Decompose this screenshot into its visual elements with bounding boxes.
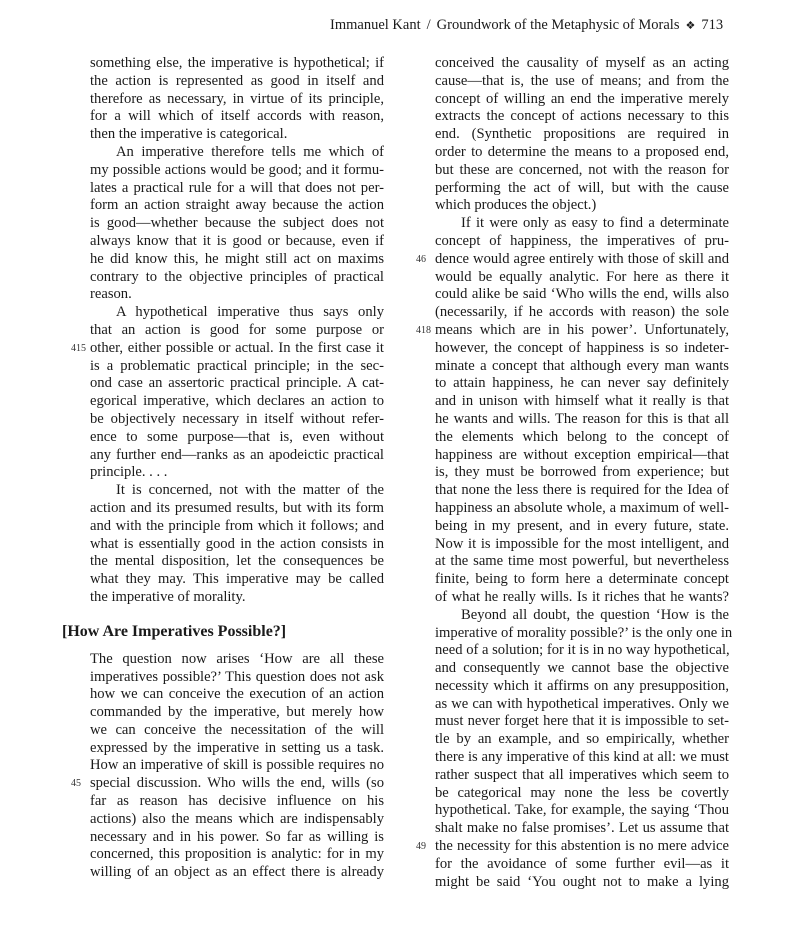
text-line xyxy=(90,669,384,687)
text-line xyxy=(71,775,384,793)
text-line xyxy=(90,686,384,704)
text-line xyxy=(435,660,729,678)
text-line xyxy=(435,536,729,554)
line-text: that an action is good for some purpose or xyxy=(90,321,384,338)
text-line xyxy=(90,215,384,233)
text-line xyxy=(435,696,729,714)
text-line xyxy=(90,304,384,322)
line-text: happiness are without exception empirical—that xyxy=(435,446,729,463)
line-text: my possible actions would be good; and it formu- xyxy=(90,161,384,178)
line-text: Beyond all doubt, the question ‘How is the xyxy=(461,606,729,623)
line-text: conceived the causality of myself as an acting xyxy=(435,55,729,71)
line-text: could alike be said ‘Who wills the end, wills also xyxy=(435,286,729,303)
line-text: ence to some purpose—that is, even without xyxy=(90,428,384,445)
line-text: however, the concept of happiness is so indeter- xyxy=(435,339,729,356)
line-text: commanded by the imperative, but merely how xyxy=(90,704,384,721)
line-text: principle. . . . xyxy=(90,464,168,481)
text-line xyxy=(435,73,729,91)
text-line xyxy=(90,180,384,198)
line-text: lates a practical rule for a will that does not per- xyxy=(90,179,384,196)
text-line xyxy=(435,375,729,393)
line-text: and with the principle from which it follows; and xyxy=(90,517,384,534)
text-line xyxy=(435,144,729,162)
line-text: hypothetical. Take, for example, the saying ‘Thou xyxy=(435,802,729,819)
text-line xyxy=(90,91,384,109)
line-text: be categorical may none the less be covertly xyxy=(435,784,729,801)
text-line xyxy=(90,144,384,162)
line-text: extracts the concept of actions necessary to this xyxy=(435,108,729,125)
margin-number: 415 xyxy=(71,342,86,354)
line-text: necessity which it affirms on any presupposition, xyxy=(435,677,729,694)
line-text: always know that it is good or because, even if xyxy=(90,232,384,249)
line-text: need of a solution; for it is in no way hypothetical, xyxy=(435,642,730,659)
header-separator: / xyxy=(426,16,431,33)
line-text: the mental disposition, let the consequences be xyxy=(90,553,384,570)
header-author: Immanuel Kant xyxy=(330,16,421,33)
text-line xyxy=(435,500,729,518)
line-text: If it were only as easy to find a determinate xyxy=(461,215,729,232)
line-text: reason. xyxy=(90,286,132,303)
text-line xyxy=(416,250,729,269)
line-text: the action is represented as good in itself and xyxy=(90,72,384,89)
line-text: of what he really wills. Is it riches that he wants? xyxy=(435,588,729,605)
text-line xyxy=(435,304,729,322)
line-text: that none the less there is required for the Idea of xyxy=(435,482,729,499)
line-text: the necessity for this abstention is no mere advice xyxy=(435,838,729,855)
line-text: expressed by the imperative in setting us a task. xyxy=(90,739,384,756)
text-line xyxy=(90,411,384,429)
text-line xyxy=(90,500,384,518)
line-text: action and its presumed results, but with its form xyxy=(90,499,384,516)
line-text: necessary and in his power. So far as willing is xyxy=(90,828,384,845)
line-text: A hypothetical imperative thus says only xyxy=(116,304,384,321)
left-column xyxy=(62,55,384,882)
line-text: willing of an object as an effect there is already xyxy=(90,864,384,881)
line-text: we can conceive the necessitation of the will xyxy=(90,721,384,738)
line-text: performing the act of will, but with the cause xyxy=(435,179,729,196)
line-text: actions) also the means which are indispensably xyxy=(90,810,384,827)
text-line xyxy=(90,740,384,758)
text-line xyxy=(435,126,729,144)
line-text: shalt make no false promises’. Let us assume that xyxy=(435,820,729,837)
text-line xyxy=(90,518,384,536)
text-line xyxy=(90,429,384,447)
line-text: and in unison with himself what it really is that xyxy=(435,393,729,410)
text-line xyxy=(90,482,384,500)
text-line xyxy=(90,704,384,722)
text-line xyxy=(416,838,729,856)
line-text: which produces the object.) xyxy=(435,197,597,214)
text-line xyxy=(90,447,384,465)
text-line xyxy=(435,215,729,233)
line-text: to attain happiness, he can never say definitely xyxy=(435,375,729,392)
line-text: imperative of morality possible?’ is the only one in xyxy=(435,624,733,641)
line-text: then the imperative is categorical. xyxy=(90,126,288,143)
text-line xyxy=(435,233,729,251)
text-line xyxy=(435,429,729,447)
text-line xyxy=(90,651,384,669)
line-text: the elements which belong to the concept of xyxy=(435,428,729,445)
line-text: other, either possible or actual. In the first case it xyxy=(90,339,384,356)
text-line xyxy=(90,571,384,589)
text-line xyxy=(90,864,384,882)
text-line xyxy=(435,589,729,607)
text-line xyxy=(90,251,384,269)
text-line xyxy=(90,233,384,251)
line-text: what is essentially good in the action consists in xyxy=(90,535,384,552)
text-line xyxy=(90,553,384,571)
line-text: It is concerned, not with the matter of the xyxy=(116,482,384,499)
line-text: must never forget here that it is impossible to set- xyxy=(435,713,729,730)
text-line xyxy=(435,802,729,820)
text-line xyxy=(435,713,729,731)
text-line xyxy=(435,874,729,892)
line-text: concept of happiness, the imperatives of pru- xyxy=(435,232,729,249)
text-line xyxy=(435,180,729,198)
text-line xyxy=(90,108,384,126)
line-text: concept of willing an end the imperative merely xyxy=(435,90,729,107)
line-text: order to determine the means to a proposed end, xyxy=(435,143,729,160)
line-text: is good—whether because the subject does not xyxy=(90,215,384,232)
text-line xyxy=(435,607,729,625)
text-line xyxy=(435,393,729,411)
text-line xyxy=(90,162,384,180)
line-text: end. (Synthetic propositions are required in xyxy=(435,126,729,143)
line-text: he did know this, he might still act on maxims xyxy=(90,250,384,267)
line-text: contrary to the objective principles of practical xyxy=(90,268,384,285)
text-line xyxy=(90,536,384,554)
text-line xyxy=(90,73,384,91)
line-text: dence would agree entirely with those of skill and xyxy=(435,250,729,267)
text-line xyxy=(90,197,384,215)
text-line xyxy=(435,553,729,571)
line-text: cause—that is, the use of means; and from the xyxy=(435,72,729,89)
text-line xyxy=(90,793,384,811)
margin-number: 49 xyxy=(416,841,426,853)
line-text: at the same time most powerful, but nevertheless xyxy=(435,553,729,570)
text-line xyxy=(435,55,729,73)
line-text: what they may. This imperative may be called xyxy=(90,571,384,588)
text-line xyxy=(435,108,729,126)
page-number: 713 xyxy=(701,16,724,33)
line-text: concerned, this proposition is analytic: for in my xyxy=(90,846,384,863)
line-text: might be said ‘You ought not to make a lying xyxy=(435,873,729,890)
line-text: for the avoidance of some further evil—as it xyxy=(435,855,729,872)
section-heading: [How Are Imperatives Possible?] xyxy=(62,622,287,640)
line-text: An imperative therefore tells me which of xyxy=(116,143,384,160)
line-text: he wants and wills. The reason for this is that all xyxy=(435,410,729,427)
line-text: and consequently we cannot base the objective xyxy=(435,660,729,677)
text-line xyxy=(435,269,729,287)
line-text: the imperative of morality. xyxy=(90,588,246,605)
text-line xyxy=(435,91,729,109)
text-line xyxy=(435,820,729,838)
text-line xyxy=(435,571,729,589)
text-line xyxy=(435,624,733,643)
line-text: as we can with hypothetical imperatives. Only we xyxy=(435,695,729,712)
line-text: rather suspect that all imperatives which seem to xyxy=(435,766,729,783)
line-text: Now it is impossible for the most intelligent, and xyxy=(435,535,729,552)
line-text: how we can conceive the execution of an action xyxy=(90,686,384,703)
line-text: therefore as necessary, in virtue of its principle, xyxy=(90,90,384,107)
text-line xyxy=(435,464,729,482)
text-line xyxy=(90,829,384,847)
text-line xyxy=(90,286,384,304)
text-line xyxy=(90,393,384,411)
text-line xyxy=(90,126,384,144)
text-line xyxy=(90,375,384,393)
text-line xyxy=(90,757,384,775)
text-line xyxy=(90,358,384,376)
line-text: imperatives possible?’ This question does not ask xyxy=(90,668,384,685)
margin-number: 46 xyxy=(416,253,426,265)
text-line xyxy=(416,321,729,340)
text-line xyxy=(90,322,384,340)
line-text: ond case an assertoric practical principle. A cat- xyxy=(90,375,384,392)
text-line xyxy=(90,811,384,829)
text-line xyxy=(71,339,384,358)
text-line xyxy=(435,286,729,304)
line-text: The question now arises ‘How are all these xyxy=(90,650,384,667)
line-text: happiness an absolute whole, a maximum of well- xyxy=(435,499,729,516)
line-text: but these are concerned, not with the reason for xyxy=(435,161,729,178)
line-text: How an imperative of skill is possible requires no xyxy=(90,757,384,774)
line-text: is a problematic practical principle; in the sec- xyxy=(90,357,384,374)
text-line xyxy=(90,846,384,864)
line-text: finite, being to form here a determinate concept xyxy=(435,571,729,588)
line-text: something else, the imperative is hypothetical; if xyxy=(90,55,384,71)
line-text: tle by an example, and so empirically, whether xyxy=(435,731,729,748)
text-line xyxy=(435,731,729,749)
right-column xyxy=(416,55,733,891)
line-text: minate a concept that although every man wants xyxy=(435,357,729,374)
line-text: special discussion. Who wills the end, wills (so xyxy=(90,775,384,792)
line-text: there is any imperative of this kind at all: we must xyxy=(435,749,729,766)
text-line xyxy=(90,589,384,607)
line-text: egorical imperative, which declares an action to xyxy=(90,393,384,410)
text-line xyxy=(435,642,729,660)
margin-number: 418 xyxy=(416,324,431,336)
text-line xyxy=(435,411,729,429)
line-text: be objectively necessary in itself without refer- xyxy=(90,410,384,427)
text-line xyxy=(90,722,384,740)
text-line xyxy=(90,55,384,73)
line-text: means which are in his power’. Unfortunately, xyxy=(435,321,729,338)
line-text: (necessarily, if he accords with reason) the sole xyxy=(435,304,729,321)
ornament-icon: ❖ xyxy=(685,19,696,32)
text-line xyxy=(90,269,384,287)
text-line xyxy=(435,197,729,215)
line-text: far as reason has decisive influence on his xyxy=(90,793,384,810)
text-line xyxy=(435,340,729,358)
line-text: any further end—ranks as an apodeictic practical xyxy=(90,446,384,463)
margin-number: 45 xyxy=(71,778,81,790)
text-line xyxy=(435,447,729,465)
text-line xyxy=(435,749,729,767)
text-line xyxy=(435,767,729,785)
line-text: form an action straight away because the action xyxy=(90,197,384,214)
text-line xyxy=(435,162,729,180)
line-text: is, they must be borrowed from experience; but xyxy=(435,464,729,481)
text-line xyxy=(90,464,384,482)
text-line xyxy=(435,358,729,376)
header-title: Groundwork of the Metaphysic of Morals xyxy=(436,16,680,33)
text-line xyxy=(435,678,729,696)
line-text: would be equally analytic. For here as there it xyxy=(435,268,729,285)
text-line xyxy=(435,518,729,536)
line-text: for a will which of itself accords with reason, xyxy=(90,108,384,125)
text-line xyxy=(435,856,729,874)
line-text: being in my present, and in every future, state. xyxy=(435,517,729,534)
text-line xyxy=(435,785,729,803)
running-header xyxy=(330,14,730,36)
text-line xyxy=(435,482,729,500)
